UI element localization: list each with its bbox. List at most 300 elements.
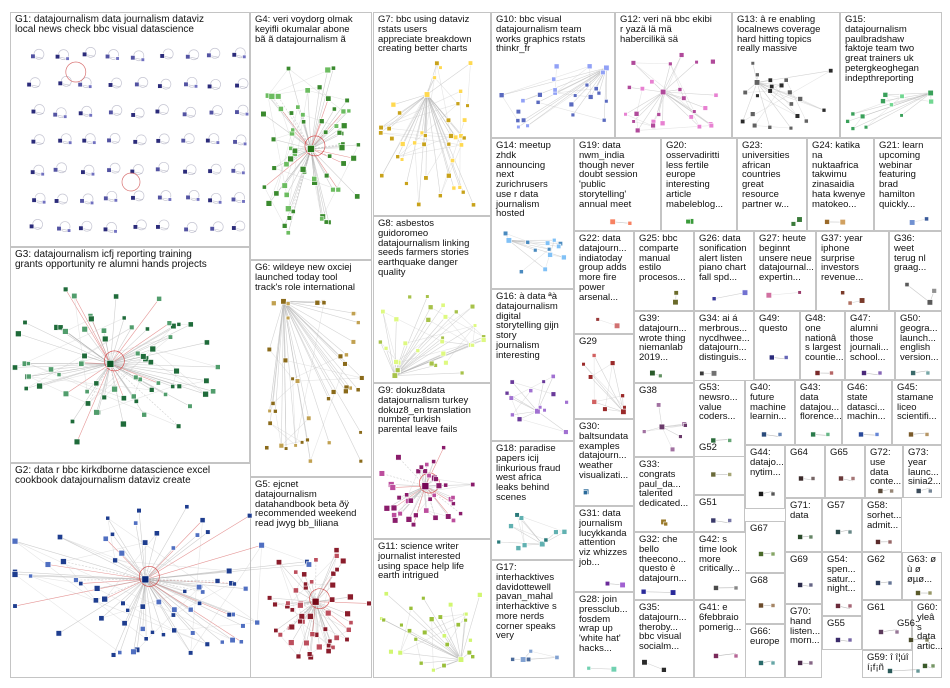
group-g19[interactable] <box>574 138 661 231</box>
group-g42[interactable] <box>694 532 754 600</box>
vertex[interactable] <box>241 624 246 629</box>
vertex[interactable] <box>346 627 351 632</box>
vertex[interactable] <box>678 88 682 92</box>
vertex[interactable] <box>306 438 310 442</box>
vertex[interactable] <box>129 325 134 330</box>
vertex[interactable] <box>322 301 326 305</box>
vertex[interactable] <box>53 168 58 173</box>
vertex[interactable] <box>114 230 118 234</box>
vertex[interactable] <box>848 530 852 534</box>
vertex[interactable] <box>184 227 189 232</box>
vertex[interactable] <box>836 529 841 534</box>
group-g68[interactable] <box>745 573 785 624</box>
vertex[interactable] <box>471 203 475 207</box>
vertex[interactable] <box>133 225 138 230</box>
vertex[interactable] <box>456 102 460 106</box>
group-g21[interactable] <box>874 138 942 231</box>
vertex[interactable] <box>232 53 237 58</box>
vertex[interactable] <box>284 192 289 197</box>
vertex[interactable] <box>405 182 409 186</box>
vertex[interactable] <box>840 219 846 225</box>
vertex[interactable] <box>464 612 468 616</box>
vertex[interactable] <box>769 355 774 360</box>
vertex[interactable] <box>789 102 793 106</box>
vertex[interactable] <box>138 377 142 381</box>
vertex[interactable] <box>711 371 717 376</box>
vertex[interactable] <box>426 295 430 299</box>
vertex[interactable] <box>206 530 211 535</box>
group-g10[interactable] <box>491 12 615 138</box>
group-g41[interactable] <box>694 600 754 678</box>
vertex[interactable] <box>517 125 521 129</box>
vertex[interactable] <box>158 84 163 89</box>
vertex[interactable] <box>751 61 755 65</box>
vertex[interactable] <box>851 127 855 131</box>
vertex[interactable] <box>120 421 126 427</box>
vertex[interactable] <box>310 580 314 584</box>
vertex[interactable] <box>927 300 933 306</box>
vertex[interactable] <box>620 582 626 588</box>
vertex[interactable] <box>261 111 267 117</box>
vertex[interactable] <box>825 219 830 224</box>
vertex[interactable] <box>340 558 346 564</box>
vertex[interactable] <box>379 471 385 477</box>
vertex[interactable] <box>66 57 70 61</box>
vertex[interactable] <box>826 432 830 436</box>
vertex[interactable] <box>916 489 921 494</box>
vertex[interactable] <box>728 472 732 476</box>
vertex[interactable] <box>442 634 446 638</box>
vertex[interactable] <box>172 607 177 612</box>
vertex[interactable] <box>341 161 346 166</box>
vertex[interactable] <box>232 226 237 231</box>
vertex[interactable] <box>438 615 442 619</box>
vertex[interactable] <box>740 119 744 123</box>
vertex[interactable] <box>621 394 625 398</box>
vertex[interactable] <box>131 196 136 201</box>
vertex[interactable] <box>878 489 883 494</box>
vertex[interactable] <box>176 424 181 429</box>
vertex[interactable] <box>728 438 732 442</box>
vertex[interactable] <box>307 613 313 619</box>
vertex[interactable] <box>414 637 418 641</box>
vertex[interactable] <box>188 322 193 327</box>
vertex[interactable] <box>23 320 27 324</box>
group-g37[interactable] <box>816 231 889 311</box>
vertex[interactable] <box>140 626 145 631</box>
vertex[interactable] <box>74 578 79 583</box>
vertex[interactable] <box>74 439 80 445</box>
vertex[interactable] <box>103 227 108 232</box>
vertex[interactable] <box>286 601 291 606</box>
vertex[interactable] <box>624 112 628 116</box>
vertex[interactable] <box>168 335 172 339</box>
vertex[interactable] <box>42 200 46 204</box>
vertex[interactable] <box>592 399 597 404</box>
vertex[interactable] <box>743 90 747 94</box>
group-g57[interactable] <box>822 498 862 552</box>
group-g67[interactable] <box>745 521 785 573</box>
vertex[interactable] <box>881 99 886 104</box>
vertex[interactable] <box>552 238 556 242</box>
vertex[interactable] <box>453 135 458 140</box>
vertex[interactable] <box>227 612 232 617</box>
vertex[interactable] <box>516 109 521 114</box>
vertex[interactable] <box>583 491 587 495</box>
vertex[interactable] <box>809 535 813 539</box>
vertex[interactable] <box>848 638 852 642</box>
vertex[interactable] <box>233 140 238 145</box>
vertex[interactable] <box>294 570 298 574</box>
vertex[interactable] <box>441 303 445 307</box>
vertex[interactable] <box>442 446 446 450</box>
vertex[interactable] <box>768 78 772 82</box>
vertex[interactable] <box>925 432 929 436</box>
vertex[interactable] <box>188 651 193 656</box>
vertex[interactable] <box>328 639 332 643</box>
vertex[interactable] <box>79 361 84 366</box>
vertex[interactable] <box>601 70 606 75</box>
vertex[interactable] <box>750 112 755 117</box>
vertex[interactable] <box>468 61 472 65</box>
vertex[interactable] <box>54 199 59 204</box>
vertex[interactable] <box>392 513 397 518</box>
vertex[interactable] <box>135 82 140 87</box>
vertex[interactable] <box>186 54 191 59</box>
vertex[interactable] <box>889 103 893 107</box>
vertex[interactable] <box>141 58 145 62</box>
vertex[interactable] <box>424 92 430 98</box>
vertex[interactable] <box>292 148 297 153</box>
vertex[interactable] <box>108 83 113 88</box>
group-g27[interactable] <box>754 231 816 311</box>
group-g28[interactable] <box>574 592 634 678</box>
group-g36[interactable] <box>889 231 942 311</box>
vertex[interactable] <box>883 92 888 97</box>
vertex[interactable] <box>204 340 209 345</box>
vertex[interactable] <box>526 657 530 661</box>
vertex[interactable] <box>215 365 220 370</box>
vertex[interactable] <box>522 543 527 548</box>
vertex[interactable] <box>916 591 921 596</box>
vertex[interactable] <box>112 386 118 392</box>
vertex[interactable] <box>286 66 290 70</box>
vertex[interactable] <box>440 339 445 344</box>
vertex[interactable] <box>754 80 760 86</box>
group-g34[interactable] <box>694 311 754 383</box>
group-g43[interactable] <box>795 380 842 445</box>
vertex[interactable] <box>338 354 343 359</box>
vertex[interactable] <box>81 170 86 175</box>
vertex[interactable] <box>339 145 345 151</box>
vertex[interactable] <box>288 156 294 162</box>
vertex[interactable] <box>521 99 525 103</box>
vertex[interactable] <box>303 582 307 586</box>
vertex[interactable] <box>188 404 193 409</box>
vertex[interactable] <box>836 603 841 608</box>
vertex[interactable] <box>400 142 405 147</box>
vertex[interactable] <box>301 113 305 117</box>
vertex[interactable] <box>554 64 559 69</box>
vertex[interactable] <box>432 459 436 463</box>
vertex[interactable] <box>459 143 463 147</box>
vertex[interactable] <box>461 190 465 194</box>
vertex[interactable] <box>627 85 631 89</box>
vertex[interactable] <box>185 505 189 509</box>
group-g62[interactable] <box>862 552 902 600</box>
vertex[interactable] <box>102 336 108 342</box>
vertex[interactable] <box>142 540 147 545</box>
vertex[interactable] <box>323 627 328 632</box>
vertex[interactable] <box>144 637 148 641</box>
group-g39[interactable] <box>634 311 694 383</box>
vertex[interactable] <box>24 386 28 390</box>
vertex[interactable] <box>759 603 764 608</box>
group-g13[interactable] <box>732 12 840 138</box>
vertex[interactable] <box>759 551 764 556</box>
vertex[interactable] <box>232 582 236 586</box>
vertex[interactable] <box>344 353 348 357</box>
vertex[interactable] <box>320 217 324 221</box>
vertex[interactable] <box>183 169 188 174</box>
vertex[interactable] <box>635 128 640 133</box>
vertex[interactable] <box>547 247 551 251</box>
vertex[interactable] <box>307 145 314 152</box>
vertex[interactable] <box>394 317 399 322</box>
vertex[interactable] <box>548 252 553 257</box>
vertex[interactable] <box>235 83 240 88</box>
group-g6[interactable] <box>250 260 372 477</box>
vertex[interactable] <box>505 391 509 395</box>
vertex[interactable] <box>509 396 514 401</box>
vertex[interactable] <box>267 596 272 601</box>
vertex[interactable] <box>356 388 360 392</box>
vertex[interactable] <box>538 405 542 409</box>
vertex[interactable] <box>407 629 411 633</box>
vertex[interactable] <box>13 604 17 608</box>
vertex[interactable] <box>423 134 427 138</box>
group-g18[interactable] <box>491 441 574 560</box>
vertex[interactable] <box>798 97 803 102</box>
vertex[interactable] <box>499 93 504 98</box>
vertex[interactable] <box>27 82 32 87</box>
vertex[interactable] <box>445 642 449 646</box>
vertex[interactable] <box>284 447 288 451</box>
vertex[interactable] <box>135 351 140 356</box>
vertex[interactable] <box>582 362 586 366</box>
vertex[interactable] <box>156 381 160 385</box>
vertex[interactable] <box>12 571 18 577</box>
vertex[interactable] <box>26 362 30 366</box>
vertex[interactable] <box>642 430 646 434</box>
vertex[interactable] <box>271 401 275 405</box>
vertex[interactable] <box>298 619 303 624</box>
vertex[interactable] <box>924 217 928 221</box>
vertex[interactable] <box>551 392 556 397</box>
vertex[interactable] <box>417 202 421 206</box>
vertex[interactable] <box>462 118 466 122</box>
vertex[interactable] <box>45 562 51 568</box>
vertex[interactable] <box>552 77 556 81</box>
vertex[interactable] <box>102 395 107 400</box>
vertex[interactable] <box>345 98 350 103</box>
vertex[interactable] <box>442 663 446 667</box>
vertex[interactable] <box>343 362 348 367</box>
vertex[interactable] <box>334 124 339 129</box>
vertex[interactable] <box>30 170 35 175</box>
vertex[interactable] <box>511 657 515 661</box>
vertex[interactable] <box>12 538 18 544</box>
vertex[interactable] <box>928 90 934 96</box>
group-g22[interactable] <box>574 231 634 334</box>
vertex[interactable] <box>468 638 472 642</box>
vertex[interactable] <box>851 476 855 480</box>
group-g70[interactable] <box>785 604 822 678</box>
group-g72[interactable] <box>865 445 903 498</box>
vertex[interactable] <box>452 186 456 190</box>
vertex[interactable] <box>93 598 98 603</box>
vertex[interactable] <box>422 142 426 146</box>
vertex[interactable] <box>538 92 543 97</box>
vertex[interactable] <box>928 489 932 493</box>
vertex[interactable] <box>384 346 388 350</box>
vertex[interactable] <box>271 137 276 142</box>
vertex[interactable] <box>798 291 802 295</box>
vertex[interactable] <box>422 630 427 635</box>
vertex[interactable] <box>359 431 363 435</box>
vertex[interactable] <box>391 102 396 107</box>
vertex[interactable] <box>851 112 855 116</box>
vertex[interactable] <box>451 502 455 506</box>
vertex[interactable] <box>210 226 215 231</box>
vertex[interactable] <box>359 459 363 463</box>
vertex[interactable] <box>509 524 514 529</box>
vertex[interactable] <box>37 383 43 389</box>
vertex[interactable] <box>451 518 455 522</box>
vertex[interactable] <box>356 143 360 147</box>
vertex[interactable] <box>670 590 676 596</box>
vertex[interactable] <box>650 370 656 376</box>
group-g3[interactable] <box>10 247 250 463</box>
vertex[interactable] <box>347 109 351 113</box>
vertex[interactable] <box>307 652 312 657</box>
vertex[interactable] <box>134 521 138 525</box>
vertex[interactable] <box>218 201 222 205</box>
vertex[interactable] <box>660 121 665 126</box>
vertex[interactable] <box>190 631 195 636</box>
vertex[interactable] <box>48 367 53 372</box>
group-g17[interactable] <box>491 560 574 678</box>
vertex[interactable] <box>359 376 364 381</box>
vertex[interactable] <box>137 508 142 513</box>
vertex[interactable] <box>319 119 324 124</box>
vertex[interactable] <box>12 365 17 370</box>
vertex[interactable] <box>325 67 331 73</box>
vertex[interactable] <box>367 601 372 606</box>
vertex[interactable] <box>526 124 530 128</box>
group-g48[interactable] <box>800 311 845 380</box>
group-g8[interactable] <box>373 216 491 383</box>
vertex[interactable] <box>405 493 409 497</box>
vertex[interactable] <box>390 136 394 140</box>
vertex[interactable] <box>419 661 423 665</box>
vertex[interactable] <box>791 222 796 227</box>
vertex[interactable] <box>82 353 87 358</box>
vertex[interactable] <box>447 142 451 146</box>
group-g16[interactable] <box>491 289 574 441</box>
vertex[interactable] <box>516 546 521 551</box>
vertex[interactable] <box>265 446 269 450</box>
vertex[interactable] <box>56 631 62 637</box>
vertex[interactable] <box>131 113 136 118</box>
vertex[interactable] <box>204 378 209 383</box>
vertex[interactable] <box>846 119 850 123</box>
vertex[interactable] <box>183 589 187 593</box>
vertex[interactable] <box>171 384 175 388</box>
vertex[interactable] <box>604 99 608 103</box>
vertex[interactable] <box>200 518 205 523</box>
vertex[interactable] <box>267 347 272 352</box>
vertex[interactable] <box>355 194 360 199</box>
vertex[interactable] <box>172 628 177 633</box>
vertex[interactable] <box>345 611 351 617</box>
vertex[interactable] <box>610 219 616 225</box>
vertex[interactable] <box>67 229 71 233</box>
vertex[interactable] <box>879 629 884 634</box>
vertex[interactable] <box>286 231 290 235</box>
vertex[interactable] <box>864 125 868 129</box>
vertex[interactable] <box>695 60 699 64</box>
vertex[interactable] <box>384 592 388 596</box>
vertex[interactable] <box>305 88 310 93</box>
vertex[interactable] <box>439 66 443 70</box>
vertex[interactable] <box>422 596 426 600</box>
vertex[interactable] <box>503 231 508 236</box>
group-g7[interactable] <box>373 12 491 216</box>
vertex[interactable] <box>279 443 284 448</box>
vertex[interactable] <box>443 315 448 320</box>
group-g73[interactable] <box>903 445 942 498</box>
vertex[interactable] <box>592 353 596 357</box>
vertex[interactable] <box>268 421 272 425</box>
vertex[interactable] <box>815 371 820 376</box>
vertex[interactable] <box>506 238 512 244</box>
vertex[interactable] <box>571 113 575 117</box>
vertex[interactable] <box>266 201 272 207</box>
vertex[interactable] <box>822 108 826 112</box>
vertex[interactable] <box>804 119 808 123</box>
vertex[interactable] <box>154 531 159 536</box>
vertex[interactable] <box>91 172 95 176</box>
vertex[interactable] <box>58 138 63 143</box>
vertex[interactable] <box>797 217 803 223</box>
vertex[interactable] <box>789 126 793 130</box>
vertex[interactable] <box>664 522 668 526</box>
vertex[interactable] <box>711 472 716 477</box>
vertex[interactable] <box>809 661 813 665</box>
group-g55[interactable] <box>822 616 862 650</box>
vertex[interactable] <box>429 361 434 366</box>
vertex[interactable] <box>103 536 108 541</box>
group-g64[interactable] <box>785 445 825 498</box>
vertex[interactable] <box>554 530 559 535</box>
group-g40[interactable] <box>745 380 795 445</box>
vertex[interactable] <box>679 435 683 439</box>
vertex[interactable] <box>207 84 212 89</box>
group-g38[interactable] <box>634 383 694 457</box>
vertex[interactable] <box>31 139 36 144</box>
vertex[interactable] <box>435 61 440 66</box>
